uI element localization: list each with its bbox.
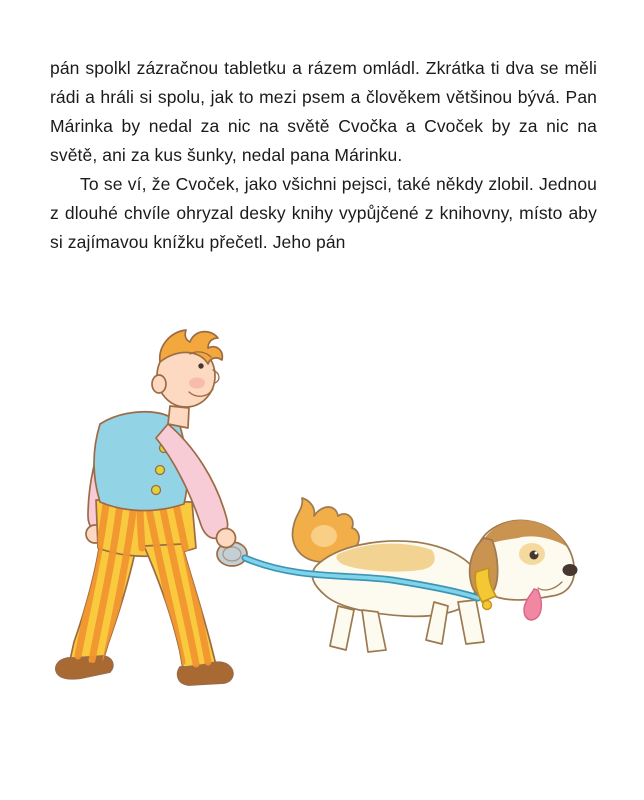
vest-button <box>152 486 161 495</box>
man-figure <box>56 330 247 685</box>
illustration-man-walking-dog <box>40 312 600 712</box>
dog-head <box>470 520 578 620</box>
dog-eye-highlight <box>535 552 538 555</box>
man-back-shoe <box>56 656 113 679</box>
collar-tag <box>483 601 492 610</box>
man-front-hand <box>217 529 236 548</box>
man-neck <box>168 406 189 428</box>
illustration-svg <box>40 312 600 712</box>
man-head <box>152 330 222 407</box>
dog-eye <box>530 551 539 560</box>
vest-button <box>156 466 165 475</box>
dog-leg <box>458 600 484 644</box>
man-cheek <box>189 378 205 389</box>
man-ear <box>152 375 166 393</box>
text-block <box>50 54 597 257</box>
paragraph: To se ví, že Cvoček, jako všichni pejsci, také někdy zlobil. Jednou z dlouhé chvíle ohryzal desky knihy vypůjčené z knihovny, místo aby si zajímavou knížku přečetl. Jeho pán <box>50 174 597 252</box>
dog-leg <box>362 610 386 652</box>
dog-leg <box>330 606 354 650</box>
man-eye <box>198 363 203 368</box>
dog-nose <box>563 564 578 576</box>
paragraph: pán spolkl zázračnou tabletku a rázem omládl. Zkrátka ti dva se měli rádi a hráli si spolu, jak to mezi psem a člověkem většinou bývá. Pan Márinka by nedal za nic na světě Cvočka a Cvoček by za nic na světě, ani za kus šunky, nedal pana Márinku. <box>50 58 597 165</box>
